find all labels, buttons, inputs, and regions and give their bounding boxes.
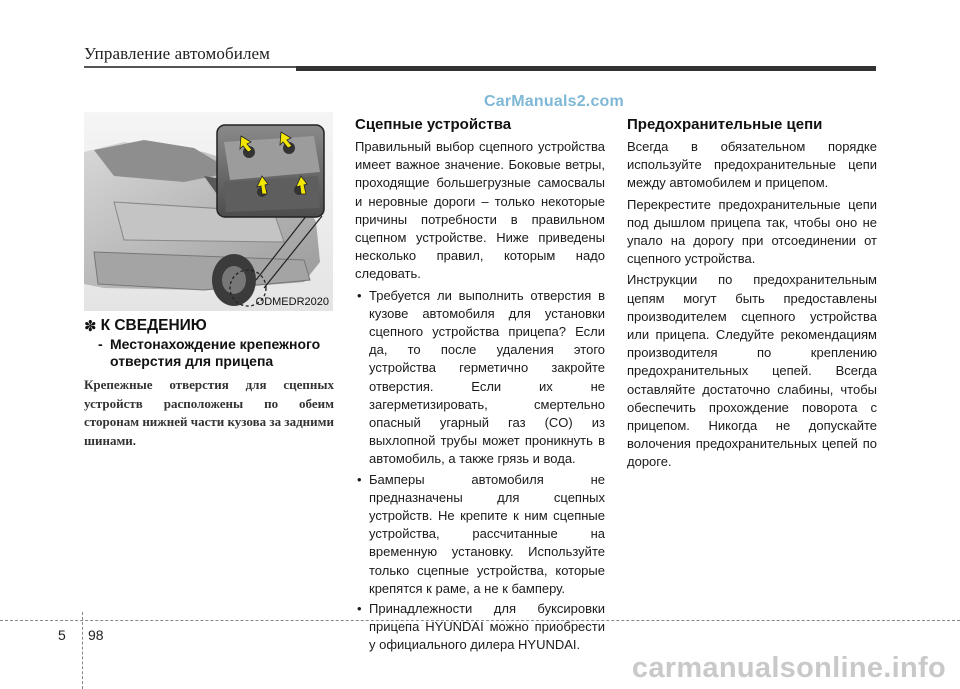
list-item <box>355 471 605 598</box>
safety-chains-paragraph-3: Инструкции по предохранительным цепям могут быть предоставлены производителем сцепного устройства или прицепа. Следуйте рекомендациям производителя по креплению предохранительных цепей. Всегда оставляйте достаточно слабины, чтобы обеспечить прохождение поворота с прицепом. Никогда не допускайте волочения предохранительных цепей по дороге. <box>627 272 877 470</box>
bullet-text: Требуется ли выполнить отверстия в кузове автомобиля для установки сцепного устройства прицепа? Если да, то после удаления этого устройства герметично закройте отверстия. Если их не загерметизировать, смертельно опасный угарный газ (CO) из выхлопной трубы может проникнуть в автомобиль, а также грязь и вода. <box>369 287 605 467</box>
page-number: 98 <box>88 627 104 643</box>
column-right <box>627 112 877 475</box>
coupling-bullet-list <box>355 287 605 655</box>
list-item <box>355 600 605 655</box>
notice-body: Крепежные отверстия для сцепных устройств расположены по обеим сторонам нижней части кузова за задними шинами. <box>84 377 334 448</box>
header-rule-thick <box>296 66 876 71</box>
bullet-dot: • <box>357 287 362 303</box>
coupling-intro: Правильный выбор сцепного устройства имеет важное значение. Боковые ветры, проходящие большегрузные самосвалы и неровные дороги – только некоторые причины потребности в правильном сцепном устройстве. Ниже приведены несколько правил, которым надо следовать. <box>355 139 605 282</box>
notice-star-icon: ✽ <box>84 318 97 335</box>
chapter-number: 5 <box>58 627 66 643</box>
notice-subtitle: Местонахождение крепежного отверстия для прицепа <box>110 336 321 369</box>
watermark-top: CarManuals2.com <box>484 93 624 110</box>
column-left <box>84 112 334 450</box>
bullet-text: Принадлежности для буксировки прицепа HYUNDAI можно приобрести у официального дилера HYUNDAI. <box>369 601 605 653</box>
column-middle <box>355 112 605 657</box>
car-rear-illustration <box>84 112 333 311</box>
notice-subtitle-row <box>84 336 334 370</box>
header-rule-thin <box>84 66 296 68</box>
safety-chains-title: Предохранительные цепи <box>627 116 823 133</box>
bullet-dot: • <box>357 471 362 487</box>
footer-rule <box>0 620 960 621</box>
safety-chains-paragraph-1: Всегда в обязательном порядке используйте предохранительные цепи между автомобилем и прицепом. <box>627 139 877 191</box>
watermark-bottom: carmanualsonline.info <box>631 652 946 684</box>
footer-divider <box>82 612 83 689</box>
figure-trailer-mount <box>84 112 333 311</box>
page-header-title: Управление автомобилем <box>84 44 271 63</box>
notice-title: К СВЕДЕНИЮ <box>100 317 207 334</box>
figure-code: ODMEDR2020 <box>255 296 329 308</box>
safety-chains-paragraph-2: Перекрестите предохранительные цепи под дышлом прицепа так, чтобы оно не упало на дорогу при отсоединении от сцепного устройства. <box>627 196 877 267</box>
bullet-dot: • <box>357 601 362 617</box>
notice-heading <box>84 317 334 335</box>
bullet-text: Бамперы автомобиля не предназначены для сцепных устройств. Не крепите к ним сцепные устройства, рассчитанные на временную установку. Используйте только сцепные устройства, которые крепятся к раме, а не к бамперу. <box>369 471 605 596</box>
coupling-title: Сцепные устройства <box>355 116 512 133</box>
list-item <box>355 287 605 469</box>
notice-dash: - <box>98 336 103 352</box>
